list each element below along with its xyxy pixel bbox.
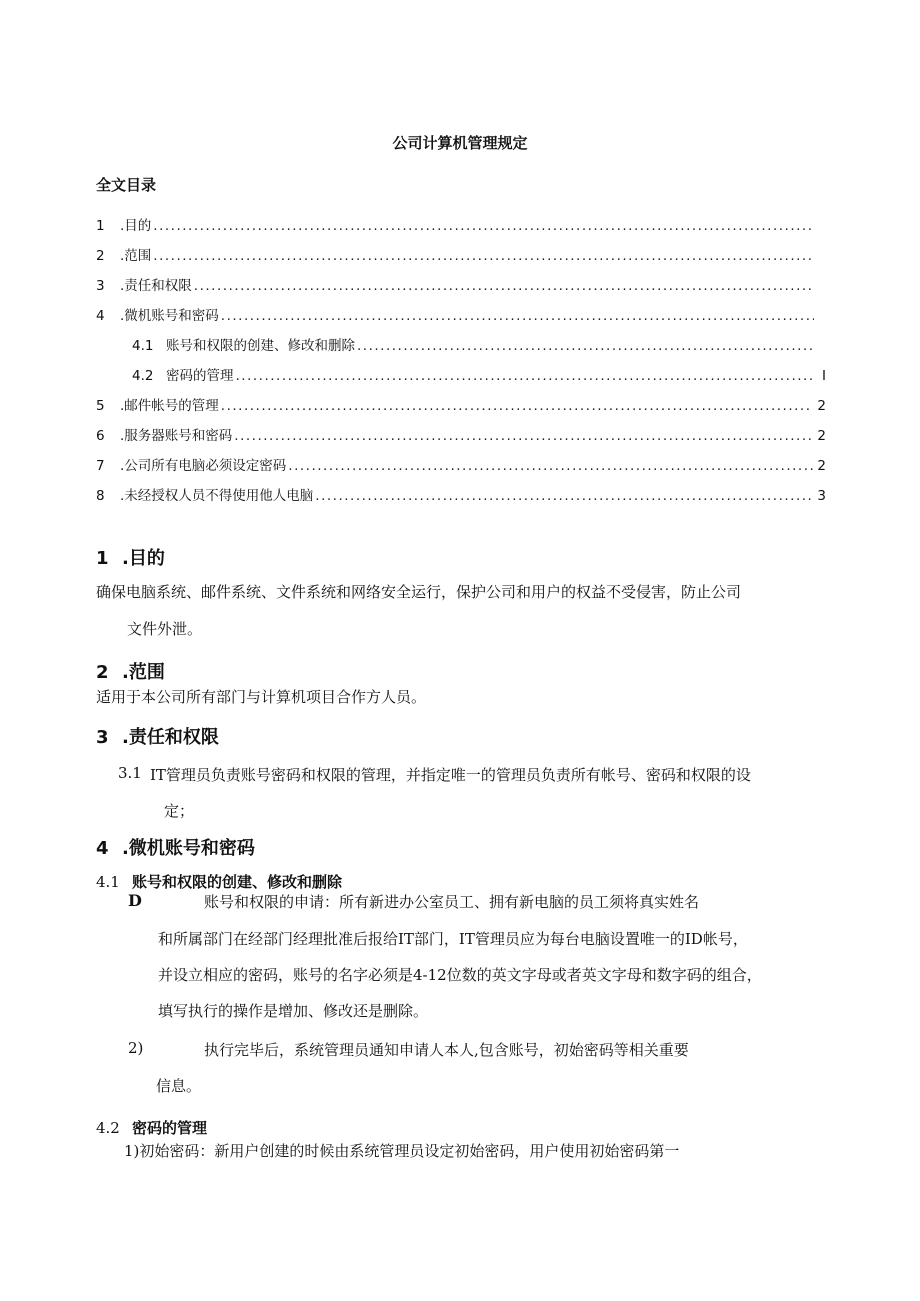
subsection-heading-4-1 (96, 871, 342, 892)
toc-item-title: 密码的管理 (166, 368, 234, 384)
list-marker: D (128, 891, 142, 910)
paragraph: 账号和权限的申请：所有新进办公室员工、拥有新电脑的员工须将真实姓名 (204, 893, 700, 911)
toc-item-number: 4.1 (132, 338, 154, 354)
toc-item-number: 2 (96, 248, 105, 264)
paragraph: 适用于本公司所有部门与计算机项目合作方人员。 (96, 688, 427, 706)
list-marker: 2) (128, 1039, 144, 1057)
toc-item-number: 7 (96, 458, 105, 474)
paragraph: IT管理员负责账号密码和权限的管理，并指定唯一的管理员负责所有帐号、密码和权限的设 (150, 766, 751, 784)
toc-item[interactable] (96, 272, 826, 294)
paragraph: 确保电脑系统、邮件系统、文件系统和网络安全运行，保护公司和用户的权益不受侵害，防止公司 (96, 583, 742, 601)
paragraph: 定； (164, 802, 195, 820)
toc-item[interactable] (96, 452, 826, 474)
toc-item-number: 1 (96, 218, 105, 234)
toc-item-page: I (822, 368, 826, 384)
toc-item-number: 4.2 (132, 368, 154, 384)
toc-item-title: .公司所有电脑必须设定密码 (120, 458, 287, 474)
toc-item-title: .服务器账号和密码 (120, 428, 233, 444)
section-number: 4 (96, 838, 109, 859)
section-heading-1 (96, 544, 165, 570)
subsection-heading-4-2 (96, 1117, 207, 1138)
section-number: 1 (96, 548, 109, 569)
clause-number: 3.1 (118, 764, 142, 782)
subsection-number: 4.1 (96, 873, 120, 891)
toc-item-title: .范围 (120, 248, 152, 264)
section-heading-4 (96, 834, 255, 860)
toc-item-number: 4 (96, 308, 105, 324)
toc-subitem[interactable] (132, 332, 826, 354)
toc-item-page: 3 (817, 488, 826, 504)
toc-item[interactable] (96, 482, 826, 504)
toc-leader-dots (315, 488, 813, 504)
toc-item-title: 账号和权限的创建、修改和删除 (166, 338, 355, 354)
section-title: .微机账号和密码 (122, 838, 255, 859)
section-heading-2 (96, 658, 165, 684)
toc-item-number: 5 (96, 398, 105, 414)
section-heading-3 (96, 723, 219, 749)
toc-item-number: 8 (96, 488, 105, 504)
toc-leader-dots (153, 248, 814, 264)
toc-item-page: 2 (817, 398, 826, 414)
toc-leader-dots (194, 278, 814, 294)
paragraph: 文件外泄。 (127, 620, 203, 638)
toc-leader-dots (234, 428, 813, 444)
toc-leader-dots (288, 458, 813, 474)
paragraph: 执行完毕后，系统管理员通知申请人本人,包含账号，初始密码等相关重要 (204, 1041, 689, 1059)
section-title: .范围 (122, 662, 165, 683)
toc-item[interactable] (96, 422, 826, 444)
toc-item-title: .邮件帐号的管理 (120, 398, 219, 414)
toc-item[interactable] (96, 302, 826, 324)
toc-item[interactable] (96, 392, 826, 414)
toc-item-title: .目的 (120, 218, 152, 234)
subsection-title: 账号和权限的创建、修改和删除 (132, 873, 343, 891)
toc-item[interactable] (96, 242, 826, 264)
section-title: .目的 (122, 548, 165, 569)
paragraph: 1)初始密码：新用户创建的时候由系统管理员设定初始密码，用户使用初始密码第一 (124, 1142, 680, 1160)
toc-leader-dots (221, 398, 814, 414)
toc-leader-dots (221, 308, 814, 324)
subsection-number: 4.2 (96, 1119, 120, 1137)
toc-leader-dots (236, 368, 815, 384)
section-number: 3 (96, 727, 109, 748)
toc-leader-dots (153, 218, 814, 234)
toc-item-page: 2 (817, 458, 826, 474)
paragraph: 填写执行的操作是增加、修改还是删除。 (158, 1002, 429, 1020)
toc-item[interactable] (96, 212, 826, 234)
toc-item-number: 3 (96, 278, 105, 294)
section-number: 2 (96, 662, 109, 683)
toc-item-title: .微机账号和密码 (120, 308, 219, 324)
document-title: 公司计算机管理规定 (392, 134, 528, 152)
subsection-title: 密码的管理 (132, 1119, 208, 1137)
paragraph: 和所属部门在经部门经理批准后报给IT部门，IT管理员应为每台电脑设置唯一的ID帐号， (158, 930, 748, 948)
toc-item-title: .责任和权限 (120, 278, 192, 294)
toc-heading: 全文目录 (96, 176, 157, 194)
section-title: .责任和权限 (122, 727, 219, 748)
paragraph: 信息。 (156, 1077, 202, 1095)
toc-leader-dots (357, 338, 814, 354)
toc-item-title: .未经授权人员不得使用他人电脑 (120, 488, 314, 504)
paragraph: 并设立相应的密码，账号的名字必须是4-12位数的英文字母或者英文字母和数字码的组合， (158, 966, 762, 984)
toc-item-number: 6 (96, 428, 105, 444)
toc-subitem[interactable] (132, 362, 826, 384)
toc-item-page: 2 (817, 428, 826, 444)
